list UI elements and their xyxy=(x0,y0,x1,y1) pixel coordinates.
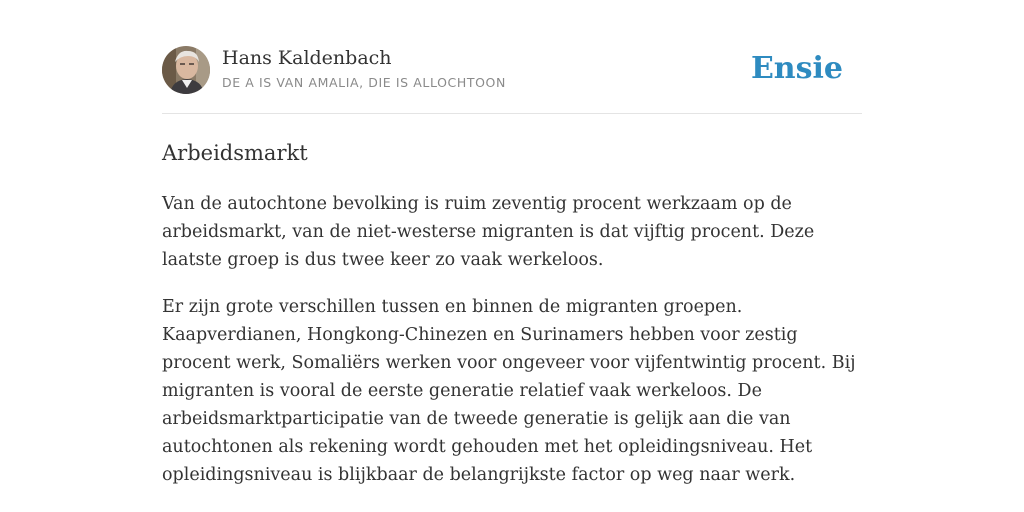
ensie-logo[interactable]: Ensie xyxy=(750,51,843,86)
author-subtitle: DE A IS VAN AMALIA, DIE IS ALLOCHTOON xyxy=(222,75,506,90)
entry-title: Arbeidsmarkt xyxy=(162,141,308,165)
body-paragraph: Van de autochtone bevolking is ruim zeventig procent werkzaam op de arbeidsmarkt, van de niet-westerse migranten is dat vijftig procent. Deze laatste groep is dus twee keer zo vaak werkeloos. xyxy=(162,194,815,270)
author-avatar[interactable] xyxy=(162,46,210,94)
author-header xyxy=(162,46,862,96)
author-name[interactable]: Hans Kaldenbach xyxy=(222,47,392,69)
body-paragraph: Er zijn grote verschillen tussen en binnen de migranten groepen. Kaapverdianen, Hongkong-Chinezen en Surinamers hebben voor zestig procent werk, Somaliërs werken voor ongeveer voor vijfentwintig procent. Bij migranten is vooral de eerste generatie relatief vaak werkeloos. De arbeidsmarktparticipatie van de tweede generatie is gelijk aan die van autochtonen als rekening wordt gehouden met het opleidingsniveau. Het opleidingsniveau is blijkbaar de belangrijkste factor op weg naar werk. xyxy=(162,297,856,485)
entry-card xyxy=(162,46,862,485)
entry-body xyxy=(162,190,862,508)
header-divider xyxy=(162,113,862,114)
author-photo xyxy=(162,46,210,94)
